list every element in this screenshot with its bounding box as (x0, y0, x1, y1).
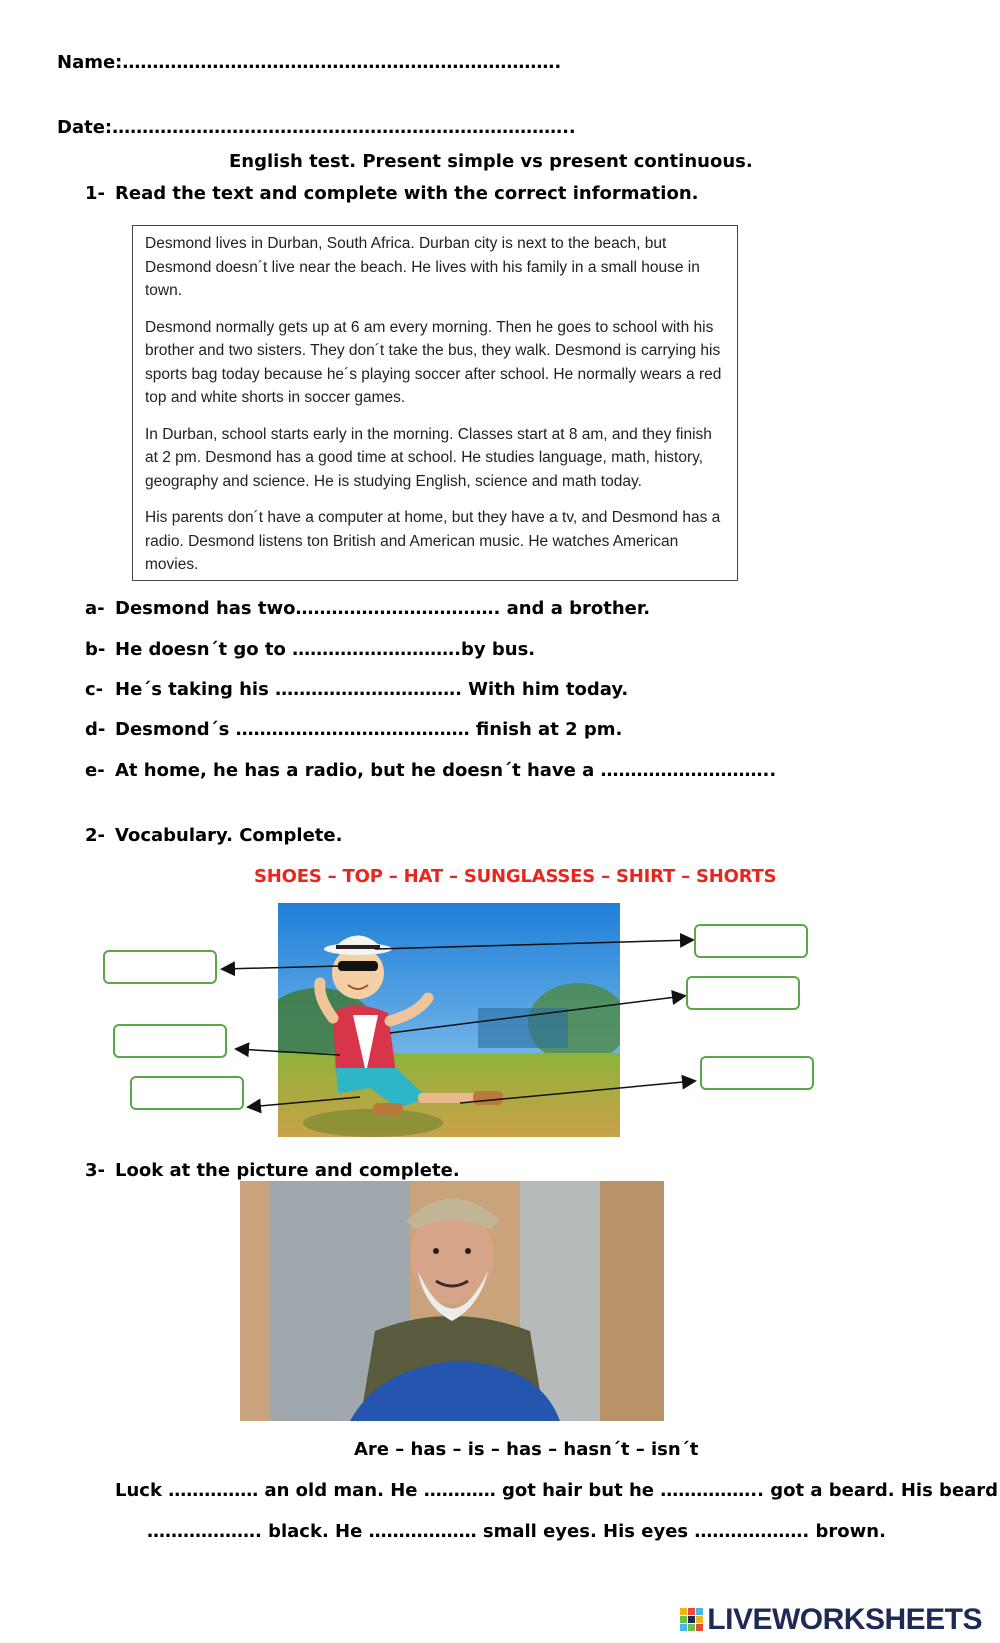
clothes-word-bank: SHOES – TOP – HAT – SUNGLASSES – SHIRT – SHORTS (254, 866, 777, 887)
answer-box-left-1[interactable] (103, 950, 217, 984)
verbs-word-bank: Are – has – is – has – hasn´t – isn´t (354, 1439, 699, 1460)
reading-paragraph: In Durban, school starts early in the morning. Classes start at 8 am, and they finish at 2 pm. Desmond has a good time at school. He studies language, math, history, geography and science. He is studying English, science and math today. (145, 425, 712, 490)
section-number: 1- (85, 183, 105, 204)
question-letter: b- (85, 639, 106, 660)
description-line-1[interactable]: Luck …………… an old man. He ………… got hair but he …………….. got a beard. His beard (115, 1480, 999, 1501)
question-letter: e- (85, 760, 105, 781)
section-number: 2- (85, 825, 105, 846)
child-photo-illustration (278, 903, 620, 1137)
logo-mark-icon (680, 1608, 704, 1632)
name-line: Name:………………………………………………………………. (57, 52, 562, 73)
section-number: 3- (85, 1160, 105, 1181)
section-title: Read the text and complete with the correct information. (115, 183, 699, 204)
question-d[interactable] (85, 719, 622, 740)
child-photo (278, 903, 620, 1137)
question-letter: c- (85, 679, 104, 700)
logo-text: LIVEWORKSHEETS (707, 1603, 982, 1636)
old-man-illustration (240, 1181, 664, 1421)
section-title: Vocabulary. Complete. (115, 825, 343, 846)
date-line: Date:………………………………………………………………….. (57, 117, 576, 138)
answer-box-left-2[interactable] (113, 1024, 227, 1058)
section-2-heading (85, 825, 342, 846)
answer-box-right-3[interactable] (700, 1056, 814, 1090)
description-line-2[interactable]: ………………. black. He ……………… small eyes. His eyes ………………. brown. (147, 1521, 886, 1542)
question-b[interactable] (85, 639, 535, 660)
liveworksheets-logo[interactable] (680, 1603, 982, 1637)
reading-paragraph: Desmond normally gets up at 6 am every morning. Then he goes to school with his brother and two sisters. They don´t take the bus, they walk. Desmond is carrying his sports bag today because he´s playing soccer after school. He normally wears a red top and white shorts in soccer games. (145, 318, 722, 406)
section-3-heading (85, 1160, 460, 1181)
question-letter: a- (85, 598, 105, 619)
answer-box-right-1[interactable] (694, 924, 808, 958)
question-c[interactable] (85, 679, 628, 700)
reading-text-box (132, 225, 738, 581)
answer-box-right-2[interactable] (686, 976, 800, 1010)
answer-box-left-3[interactable] (130, 1076, 244, 1110)
question-text: He doesn´t go to ……………………….by bus. (115, 639, 536, 660)
question-text: Desmond has two……………………………. and a brother. (115, 598, 651, 619)
old-man-photo (240, 1181, 664, 1421)
page-title: English test. Present simple vs present continuous. (229, 151, 753, 172)
question-text: At home, he has a radio, but he doesn´t have a ……………………….. (115, 760, 777, 781)
question-text: Desmond´s ………………………………… finish at 2 pm. (115, 719, 623, 740)
question-text: He´s taking his …………………………. With him today. (115, 679, 629, 700)
question-letter: d- (85, 719, 106, 740)
section-title: Look at the picture and complete. (115, 1160, 460, 1181)
reading-paragraph: Desmond lives in Durban, South Africa. Durban city is next to the beach, but Desmond doesn´t live near the beach. He lives with his family in a small house in town. (145, 235, 700, 299)
question-e[interactable] (85, 760, 776, 781)
section-1-heading (85, 183, 698, 204)
reading-paragraph: His parents don´t have a computer at home, but they have a tv, and Desmond has a radio. Desmond listens ton British and American music. He watches American movies. (145, 509, 721, 573)
question-a[interactable] (85, 598, 650, 619)
